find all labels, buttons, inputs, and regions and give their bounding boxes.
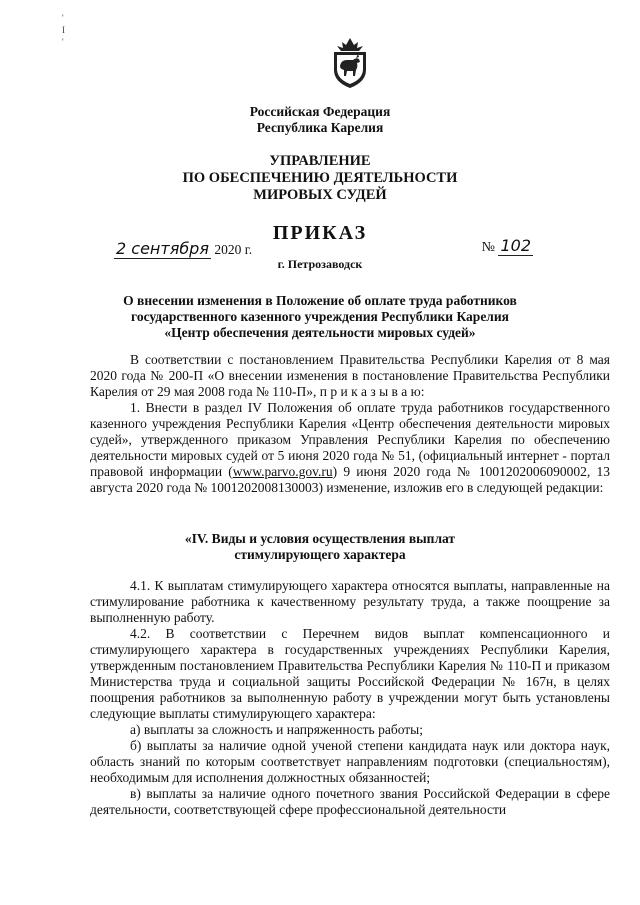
country-line: Российская Федерация	[249, 104, 391, 119]
order-subject	[100, 293, 540, 341]
handwritten-number: 102	[500, 236, 531, 255]
item-1-text-end: ) 9 июня 2020 года № 1001202006090002, 13 августа 2020 года № 1001202008130003) изменение, изложив его в следующей редакции:	[90, 464, 611, 495]
item-1-paragraph	[90, 400, 610, 496]
number-prefix: №	[481, 240, 495, 255]
margin-mark: '	[62, 37, 64, 47]
margin-marks	[62, 12, 65, 48]
org-line-1: УПРАВЛЕНИЕ	[269, 153, 371, 169]
margin-mark: I	[62, 25, 65, 35]
order-number	[482, 236, 533, 256]
header-country	[100, 104, 540, 136]
region-line: Республика Карелия	[256, 120, 384, 135]
city-line: г. Петрозаводск	[277, 257, 363, 271]
clause-4-2-b: б) выплаты за наличие одной ученой степени кандидата наук или доктора наук, область знаний по которым соответствует направлениям подготовки (специальностям), необходимым для исполнения должностных обязанностей;	[90, 738, 610, 785]
item-1-text-start: 1. Внести в раздел IV Положения об оплате труда работников государственного казенного учреждения Республики Карелия «Центр обеспечения деятельности мировых судей», утвержденного приказом Управления Республики Карелия по обеспечению деятельности мировых судей от 5 июня 2020 года № 51, (официальный интернет - портал правовой информации (	[90, 400, 610, 479]
section-title-line-2: стимулирующего характера	[234, 547, 406, 562]
clause-4-2: 4.2. В соответствии с Перечнем видов выплат компенсационного и стимулирующего характера в государственных учреждениях Республики Карелия, утвержденным постановлением Правительства Республики Карелия № 110-П и приказом Министерства труда и социальной защиты Российской Федерации № 167н, в целях поощрения работников за выполненную работу в учреждении могут быть установлены следующие выплаты стимулирующего характера:	[90, 626, 610, 721]
org-line-3: МИРОВЫХ СУДЕЙ	[253, 187, 387, 203]
clause-4-1: 4.1. К выплатам стимулирующего характера относятся выплаты, направленные на стимулирование работника к качественному результату труда, а также поощрение за выполненную работу.	[90, 578, 610, 625]
subject-line-3: «Центр обеспечения деятельности мировых судей»	[164, 325, 476, 340]
legal-portal-link[interactable]: www.parvo.gov.ru	[232, 464, 333, 479]
subject-line-1: О внесении изменения в Положение об оплате труда работников	[123, 293, 517, 308]
clause-4-2-c: в) выплаты за наличие одного почетного звания Российской Федерации в сфере деятельности, соответствующей сфере профессиональной деятельности	[90, 786, 610, 817]
order-date	[114, 239, 252, 258]
header-organization	[100, 153, 540, 204]
section-title-line-1: «IV. Виды и условия осуществления выплат	[184, 531, 456, 546]
margin-mark: '	[62, 13, 64, 23]
clause-4-2-a: а) выплаты за сложность и напряженность работы;	[130, 722, 423, 737]
handwritten-date: 2 сентября	[116, 239, 209, 258]
section-iv-clauses	[90, 578, 610, 818]
subject-line-2: государственного казенного учреждения Республики Карелия	[131, 309, 509, 324]
karelia-coat-of-arms-icon	[329, 36, 371, 90]
printed-year: 2020 г.	[214, 242, 253, 257]
org-line-2: ПО ОБЕСПЕЧЕНИЮ ДЕЯТЕЛЬНОСТИ	[182, 170, 458, 186]
section-iv-title	[100, 531, 540, 563]
intro-text	[90, 352, 610, 496]
intro-paragraph: В соответствии с постановлением Правительства Республики Карелия от 8 мая 2020 года № 200-П «О внесении изменения в постановление Правительства Республики Карелия от 29 мая 2008 года № 110-П», п р и к а з ы в а ю:	[90, 352, 610, 399]
document-type-title: ПРИКАЗ	[272, 222, 368, 244]
